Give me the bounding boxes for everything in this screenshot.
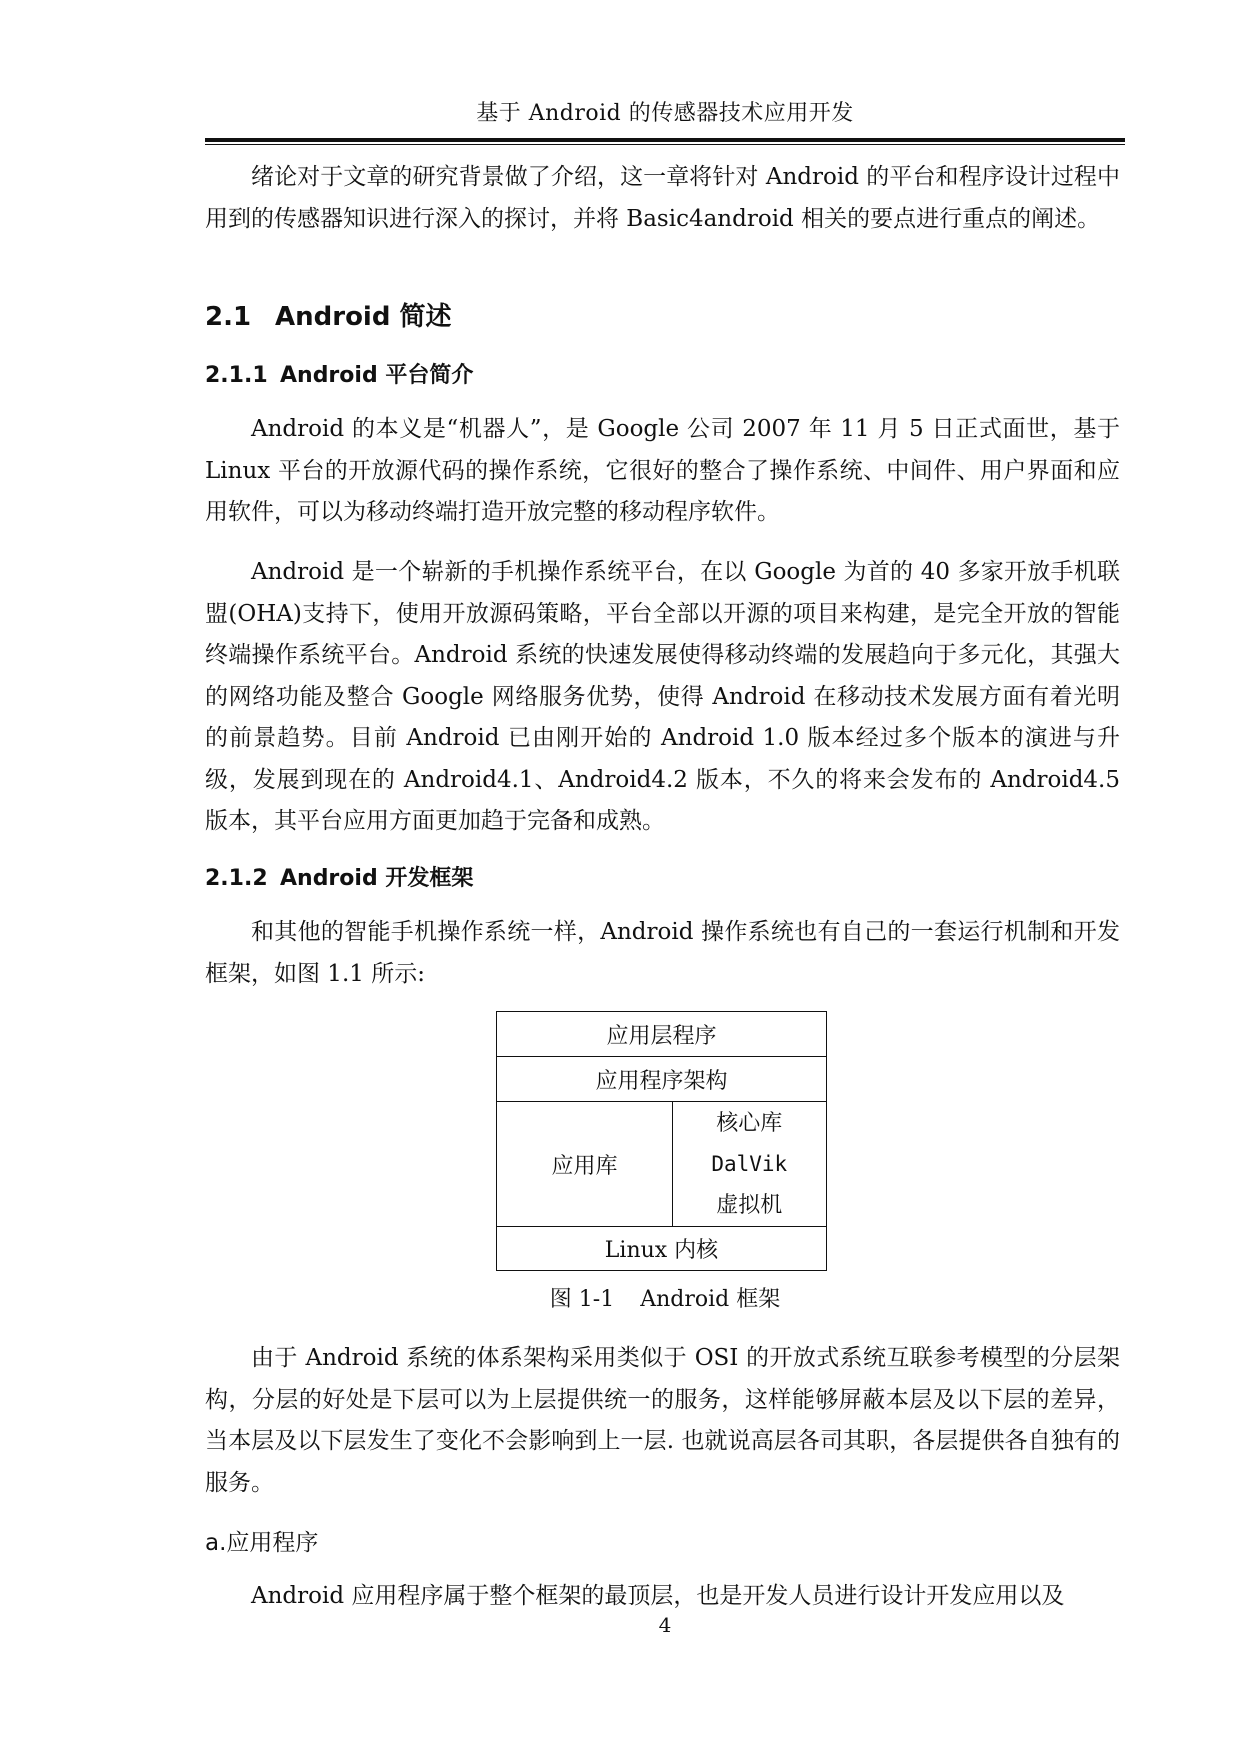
header-rule-thin xyxy=(205,144,1125,145)
paragraph-framework-intro: 和其他的智能手机操作系统一样，Android 操作系统也有自己的一套运行机制和开发框架，如图 1.1 所示: xyxy=(205,919,1120,987)
section-title: Android 开发框架 xyxy=(280,866,474,891)
page-header: 基于 Android 的传感器技术应用开发 xyxy=(476,101,854,126)
paragraph-applications: Android 应用程序属于整个框架的最顶层，也是开发人员进行设计开发应用以及 xyxy=(251,1583,1065,1609)
section-number: 2.1.2 xyxy=(205,866,268,891)
section-number: 2.1 xyxy=(205,302,252,332)
runtime-dalvik: DalVik xyxy=(711,1151,788,1176)
layer-application-framework: 应用程序架构 xyxy=(496,1056,827,1102)
paragraph-android-platform: Android 是一个崭新的手机操作系统平台，在以 Google 为首的 40 多家开放手机联盟(OHA)支持下，使用开放源码策略，平台全部以开源的项目来构建，是完全开放的智能终端操作系统平台。Android 系统的快速发展使得移动终端的发展趋向于多元化，其强大的网络功能及整合 Google 网络服务优势，使得 Android 在移动技术发展方面有着光明的前景趋势。目前 Android 已由刚开始的 Android 1.0 版本经过多个版本的演进与升级，发展到现在的 Android4.1、Android4.2 版本，不久的将来会发布的 Android4.5 版本，其平台应用方面更加趋于完备和成熟。 xyxy=(205,559,1120,834)
subsection-heading-a: a.应用程序 xyxy=(205,1530,319,1556)
figure-caption xyxy=(205,1282,1125,1313)
section-heading-2-1-1 xyxy=(205,358,473,389)
layer-linux-kernel: Linux 内核 xyxy=(496,1226,827,1271)
runtime-core-library: 核心库 xyxy=(716,1110,783,1136)
intro-paragraph: 绪论对于文章的研究背景做了介绍，这一章将针对 Android 的平台和程序设计过程中用到的传感器知识进行深入的探讨，并将 Basic4android 相关的要点进行重点的阐述。 xyxy=(205,164,1120,232)
layer-applications: 应用层程序 xyxy=(496,1011,827,1057)
page-number: 4 xyxy=(658,1613,672,1637)
figure-title: Android 框架 xyxy=(640,1287,781,1312)
runtime-virtual-machine: 虚拟机 xyxy=(716,1192,783,1218)
figure-label: 图 1-1 xyxy=(549,1287,615,1312)
paragraph-android-intro: Android 的本义是“机器人”，是 Google 公司 2007 年 11 月 5 日正式面世，基于 Linux 平台的开放源代码的操作系统，它很好的整合了操作系统、中间件、用户界面和应用软件，可以为移动终端打造开放完整的移动程序软件。 xyxy=(205,416,1120,525)
section-heading-2-1-2 xyxy=(205,861,473,892)
android-framework-diagram xyxy=(496,1011,827,1271)
section-title: Android 简述 xyxy=(275,302,452,332)
layer-libraries: 应用库 xyxy=(496,1101,673,1227)
paragraph-layered-architecture: 由于 Android 系统的体系架构采用类似于 OSI 的开放式系统互联参考模型的分层架构，分层的好处是下层可以为上层提供统一的服务，这样能够屏蔽本层及以下层的差异，当本层及以下层发生了变化不会影响到上一层. 也就说高层各司其职，各层提供各自独有的服务。 xyxy=(205,1345,1120,1496)
header-rule-thick xyxy=(205,138,1125,142)
section-heading-2-1 xyxy=(205,296,452,333)
layer-runtime xyxy=(672,1101,828,1227)
section-title: Android 平台简介 xyxy=(280,363,474,388)
section-number: 2.1.1 xyxy=(205,363,268,388)
